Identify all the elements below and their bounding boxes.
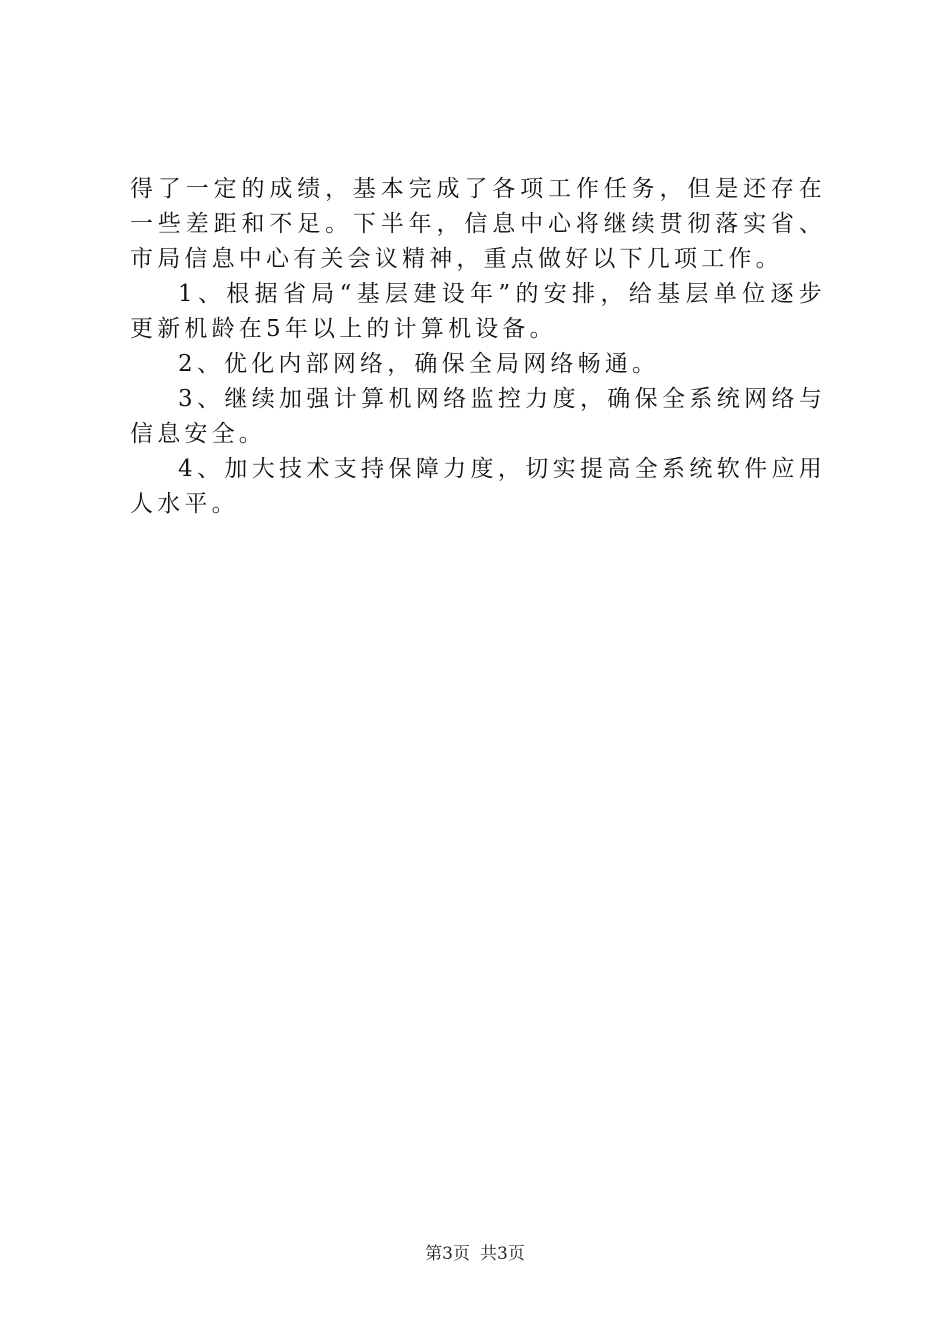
- paragraph-item-4: 4、加大技术支持保障力度，切实提高全系统软件应用人水平。: [130, 456, 826, 517]
- paragraph-continuation: 得了一定的成绩，基本完成了各项工作任务，但是还存在一些差距和不足。下半年，信息中心将继续贯彻落实省、市局信息中心有关会议精神，重点做好以下几项工作。: [130, 176, 826, 272]
- document-body: [130, 172, 826, 522]
- page-number: 第3页: [425, 1244, 470, 1264]
- paragraph-item-3: 3、继续加强计算机网络监控力度，确保全系统网络与信息安全。: [130, 386, 826, 447]
- paragraph-item-1: 1、根据省局“基层建设年”的安排，给基层单位逐步更新机龄在5年以上的计算机设备。: [130, 281, 826, 342]
- page-footer: [0, 1242, 950, 1266]
- total-pages: 共3页: [480, 1244, 525, 1264]
- paragraph-item-2: 2、优化内部网络，确保全局网络畅通。: [178, 351, 660, 377]
